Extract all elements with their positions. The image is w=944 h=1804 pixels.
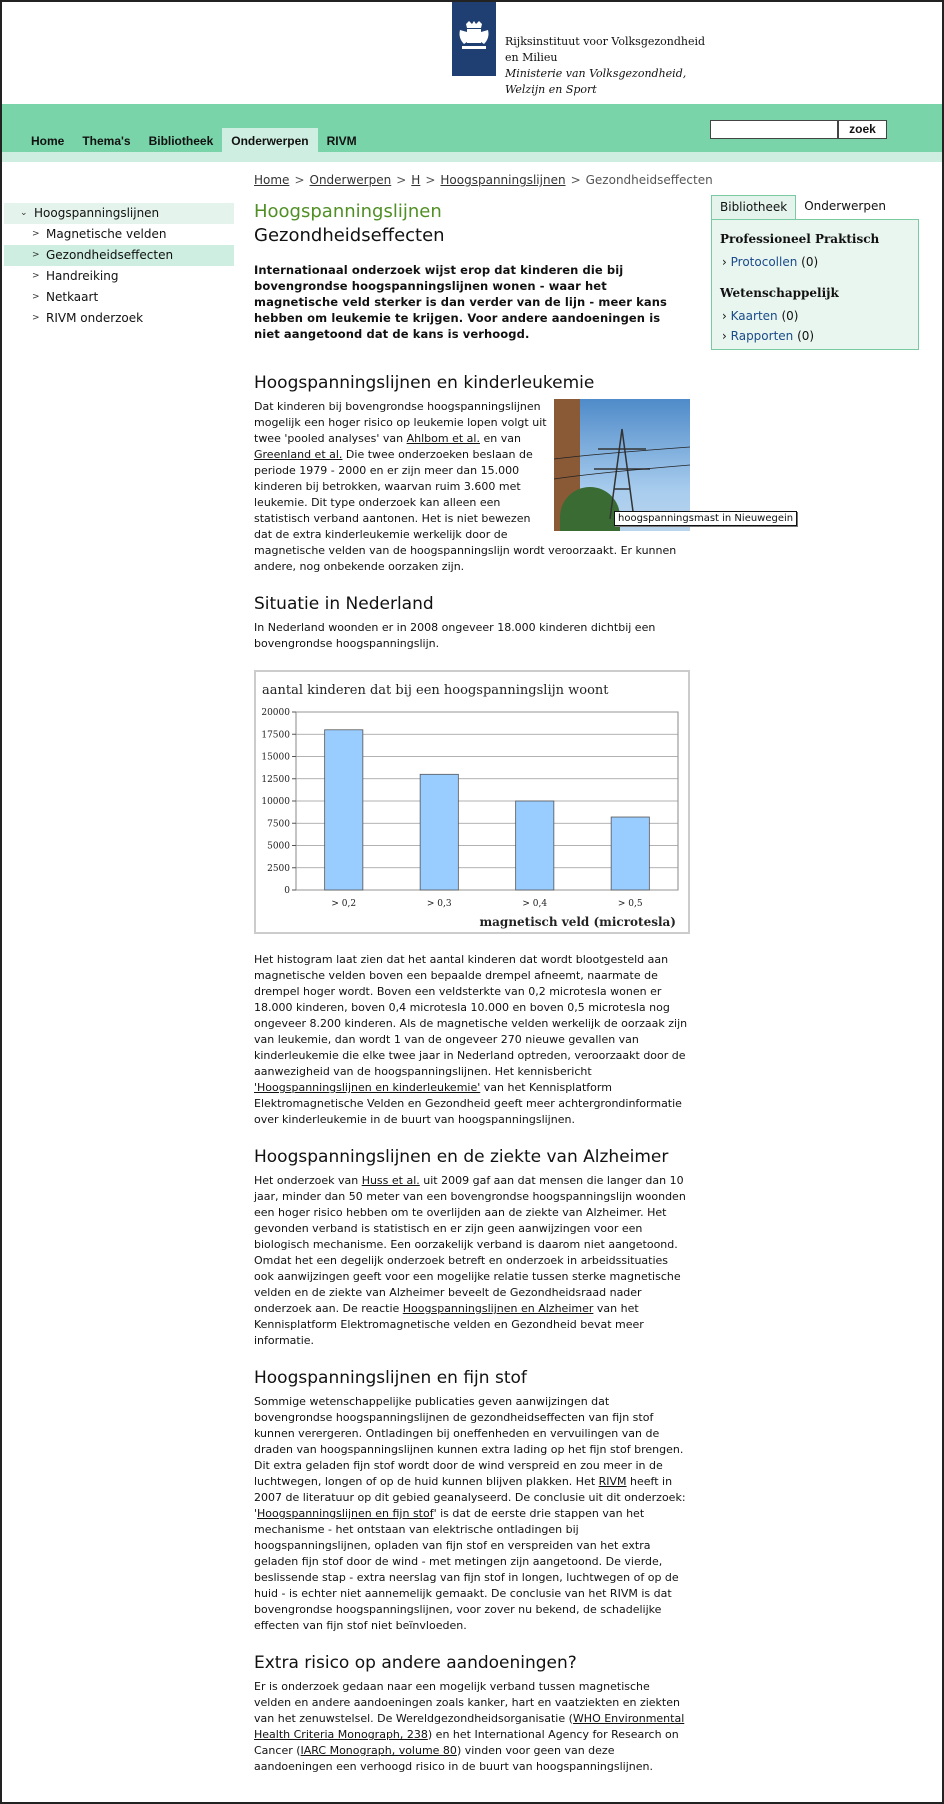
chart-y-tick-label: 5000 — [267, 841, 290, 852]
leftnav-item-hoogspanningslijnen[interactable] — [4, 203, 234, 224]
chart-bar — [611, 817, 649, 890]
text-run: Die twee onderzoeken beslaan de periode 1979 - 2000 en er zijn meer dan 15.000 kinderen bij betrokken, waarvan ruim 3.600 met leukemie. Dit type onderzoek kan alleen een statistisch verband aantonen. Het is niet bewezen dat de extra kinderleukemie werkelijk door de magnetische velden van de hoogspanningslijn wordt veroorzaakt. Er kunnen andere, nog onbekende oorzaken zijn. — [254, 448, 677, 573]
leftnav-item-magnetische-velden[interactable] — [4, 224, 234, 245]
chart-bar — [325, 730, 363, 890]
page-subtitle: Gezondheidseffecten — [254, 225, 445, 246]
leftnav-label: Netkaart — [46, 290, 99, 304]
chart-y-tick-label: 2500 — [267, 863, 290, 874]
text-run: Sommige wetenschappelijke publicaties geven aanwijzingen dat bovengrondse hoogspanningslijnen de gezondheidseffecten van fijn stof kunnen verergeren. Ontladingen bij oneffenheden en vervuilingen van de draden van hoogspanningslijnen kunnen extra lading op het fijn stof brengen. Dit extra geladen fijn stof wordt door de wind verspreid en zou meer in de luchtwegen, longen of op de huid kunnen blijven plakken. Het — [254, 1395, 684, 1488]
leftnav-label: Hoogspanningslijnen — [34, 206, 160, 220]
tab-onderwerpen[interactable]: Onderwerpen — [222, 128, 317, 152]
sidebar-link-count: (0) — [781, 309, 799, 323]
link-greenland[interactable]: Greenland et al. — [254, 448, 343, 461]
chart-y-tick-label: 15000 — [261, 752, 290, 763]
section-title-fijn-stof: Hoogspanningslijnen en fijn stof — [254, 1368, 527, 1388]
left-navigation — [4, 203, 234, 329]
sidebar-group-title: Professioneel Praktisch — [720, 232, 880, 246]
link-huss[interactable]: Huss et al. — [361, 1174, 420, 1187]
text-run: Het histogram laat zien dat het aantal kinderen dat wordt blootgesteld aan magnetische velden boven een bepaalde drempel afneemt, naarmate de drempel hoger wordt. Boven een veldsterkte van 0,2 microtesla wonen er 18.000 kinderen, boven 0,4 microtesla 10.000 en boven 0,5 microtesla nog ongeveer 8.200 kinderen. Als de magnetische velden werkelijk de oorzaak zijn van leukemie, dan wordt 1 van de ongeveer 270 nieuwe gevallen van kinderleukemie die elke twee jaar in Nederland optreden, veroorzaakt door de aanwezigheid van de hoogspanningslijnen. Het kennisbericht — [254, 953, 688, 1078]
chevron-down-icon: ⌄ — [20, 208, 28, 218]
chevron-right-icon: › — [722, 329, 727, 343]
ministry-line1: Ministerie van Volksgezondheid, — [505, 67, 687, 80]
breadcrumb-hoogspanningslijnen[interactable]: Hoogspanningslijnen — [440, 173, 566, 187]
search-input[interactable] — [710, 120, 838, 139]
org-name-line1: Rijksinstituut voor Volksgezondheid — [505, 35, 706, 48]
chart-y-tick-label: 7500 — [267, 819, 290, 830]
sidebar-link-count: (0) — [797, 329, 815, 343]
tab-home[interactable]: Home — [31, 134, 65, 148]
breadcrumb-current: Gezondheidseffecten — [585, 173, 713, 187]
chart-bar — [420, 774, 458, 890]
chevron-right-icon: › — [722, 255, 727, 269]
text-run: Er is onderzoek gedaan naar een mogelijk verband tussen magnetische velden en andere aandoeningen zoals kanker, hart en vaatziekten en ziekten van het zenuwstelsel. De Wereldgezondheidsorganisatie ( — [254, 1680, 680, 1725]
chevron-right-icon: > — [32, 292, 40, 302]
chevron-right-icon: › — [722, 309, 727, 323]
chart-x-tick-label: > 0,2 — [331, 899, 357, 909]
breadcrumb — [254, 173, 713, 187]
text-run: ) vinden voor geen van deze aandoeningen een verhoogd risico in de buurt van hoogspanningslijnen. — [254, 1744, 653, 1773]
chevron-right-icon: > — [32, 229, 40, 239]
sidebar-link-kaarten[interactable]: Kaarten — [730, 309, 778, 323]
search-button[interactable]: zoek — [838, 120, 887, 139]
text-run: ) en het International Agency for Research on Cancer ( — [254, 1728, 679, 1757]
intro-text: Internationaal onderzoek wijst erop dat kinderen die bij bovengrondse hoogspanningslijnen wonen - waar het magnetische veld sterker is dan verder van de lijn - meer kans hebben om leukemie te krijgen. Voor andere aandoeningen is niet aangetoond dat de kans is verhoogd. — [254, 263, 667, 341]
leftnav-label: Handreiking — [46, 269, 119, 283]
chevron-right-icon: > — [32, 313, 40, 323]
logo-text — [505, 34, 765, 98]
breadcrumb-separator-icon: > — [294, 173, 305, 187]
org-name-line2: en Milieu — [505, 51, 558, 64]
sidebar-link-row — [720, 306, 910, 326]
breadcrumb-h[interactable]: H — [411, 173, 421, 187]
chevron-right-icon: > — [32, 250, 40, 260]
chart-y-tick-label: 12500 — [261, 774, 290, 785]
text-run: en van — [479, 432, 521, 445]
chart-x-tick-label: > 0,4 — [522, 899, 548, 909]
sidebar-group-title: Wetenschappelijk — [720, 286, 839, 300]
page-title: Hoogspanningslijnen — [254, 201, 442, 222]
tab-rivm[interactable]: RIVM — [326, 134, 357, 148]
bar-chart — [254, 670, 690, 934]
leftnav-item-handreiking[interactable] — [4, 266, 234, 287]
link-iarc-monograph[interactable]: IARC Monograph, volume 80 — [300, 1744, 457, 1757]
navbar-subbar — [2, 152, 942, 162]
section-text — [254, 952, 690, 1128]
main-navbar — [2, 104, 942, 152]
sidebar-link-row — [720, 326, 910, 346]
photo-hoogspanningsmast[interactable] — [554, 399, 794, 531]
breadcrumb-onderwerpen[interactable]: Onderwerpen — [309, 173, 392, 187]
section-text — [254, 1394, 690, 1634]
leftnav-item-rivm-onderzoek[interactable] — [4, 308, 234, 329]
sidebar-link-rapporten[interactable]: Rapporten — [730, 329, 794, 343]
chart-y-tick-label: 20000 — [261, 708, 290, 718]
photo-tooltip: hoogspanningsmast in Nieuwegein — [614, 511, 797, 526]
section-title-kinderleukemie: Hoogspanningslijnen en kinderleukemie — [254, 373, 595, 393]
chevron-right-icon: > — [32, 271, 40, 281]
sidebar-tab-onderwerpen[interactable]: Onderwerpen — [804, 199, 886, 213]
chart-y-tick-label: 17500 — [261, 730, 290, 741]
text-run: van het Kennisplatform Elektromagnetische Velden en Gezondheid geeft meer achtergrondinformatie over kinderleukemie in de buurt van hoogspanningslijnen. — [254, 1081, 682, 1126]
link-who-monograph[interactable]: WHO Environmental Health Criteria Monograph, 238 — [254, 1712, 685, 1741]
breadcrumb-home[interactable]: Home — [254, 173, 290, 187]
text-run: Dat kinderen bij bovengrondse hoogspanningslijnen mogelijk een hoger risico op leukemie lopen volgt uit twee 'pooled analyses' van — [254, 400, 547, 445]
section-title-extra-risico: Extra risico op andere aandoeningen? — [254, 1653, 577, 1673]
section-title-situatie: Situatie in Nederland — [254, 594, 434, 614]
chart-title: aantal kinderen dat bij een hoogspanningslijn woont — [262, 683, 609, 698]
sidebar-tabs — [711, 195, 894, 219]
breadcrumb-separator-icon: > — [570, 173, 581, 187]
link-kennisbericht-kinderleukemie[interactable]: 'Hoogspanningslijnen en kinderleukemie' — [254, 1081, 481, 1094]
leftnav-label: Magnetische velden — [46, 227, 167, 241]
text-run: heeft in 2007 de literatuur op dit gebied geanalyseerd. De conclusie uit dit onderzoek: ' — [254, 1475, 686, 1520]
sidebar-link-protocollen[interactable]: Protocollen — [730, 255, 798, 269]
leftnav-label: Gezondheidseffecten — [46, 248, 174, 262]
leftnav-item-netkaart[interactable] — [4, 287, 234, 308]
sidebar-link-row — [720, 252, 910, 272]
chart-x-tick-label: > 0,3 — [426, 899, 452, 909]
text-run: ' is dat de eerste drie stappen van het mechanisme - het ontstaan van elektrische ontladingen bij hoogspanningslijnen, opladen van fijn stof en verspreiden van het extra geladen fijn stof door de wind - met metingen zijn aangetoond. De vierde, beslissende stap - extra neerslag van fijn stof in longen, luchtwegen of op de huid - is echter niet aannemelijk gemaakt. De conclusie van het RIVM is dat bovengrondse hoogspanningslijnen, voor zover nu bekend, de schadelijke effecten van fijn stof niet beïnvloeden. — [254, 1507, 679, 1632]
sidebar-link-count: (0) — [801, 255, 819, 269]
sidebar-tab-bibliotheek[interactable]: Bibliotheek — [711, 195, 796, 219]
link-alzheimer-reactie[interactable]: Hoogspanningslijnen en Alzheimer — [402, 1302, 594, 1315]
section-text — [254, 1679, 690, 1775]
crown-emblem-icon — [456, 20, 492, 54]
sidebar-box — [711, 219, 919, 350]
link-ahlbom[interactable]: Ahlbom et al. — [406, 432, 480, 445]
leftnav-item-gezondheidseffecten[interactable] — [4, 245, 234, 266]
section-text — [254, 1173, 690, 1349]
section-kinderleukemie — [254, 399, 794, 575]
leftnav-label: RIVM onderzoek — [46, 311, 144, 325]
logo-emblem — [452, 2, 496, 76]
chart-x-axis-label: magnetisch veld (microtesla) — [479, 915, 676, 929]
chart-y-tick-label: 0 — [284, 886, 290, 896]
ministry-line2: Welzijn en Sport — [505, 83, 597, 96]
text-run: Het onderzoek van — [254, 1174, 362, 1187]
chart-bar — [516, 801, 554, 890]
bar-chart-svg — [256, 672, 688, 932]
tab-bibliotheek[interactable]: Bibliotheek — [148, 134, 214, 148]
text-run: uit 2009 gaf aan dat mensen die langer dan 10 jaar, minder dan 50 meter van een bovengrondse hoogspanningslijn woonden een hoger risico hebben om te overlijden aan de ziekte van Alzheimer. Het gevonden verband is statistisch en er zijn geen aanwijzingen voor een biologisch mechanisme. Een oorzakelijk verband is daarom niet aangetoond. Omdat het een degelijk onderzoek betreft en onderzoek in arbeidssituaties ook aanwijzingen geeft voor een mogelijke relatie tussen sterke magnetische velden en de ziekte van Alzheimer beveelt de Gezondheidsraad nader onderzoek aan. De reactie — [254, 1174, 686, 1315]
link-rivm[interactable]: RIVM — [598, 1475, 627, 1488]
chart-y-tick-label: 10000 — [261, 797, 290, 807]
section-title-alzheimer: Hoogspanningslijnen en de ziekte van Alzheimer — [254, 1147, 669, 1167]
tab-themas[interactable]: Thema's — [82, 134, 131, 148]
section-text: In Nederland woonden er in 2008 ongeveer 18.000 kinderen dichtbij een bovengrondse hoogspanningslijn. — [254, 621, 656, 650]
breadcrumb-separator-icon: > — [396, 173, 407, 187]
nav-tabs — [22, 128, 366, 152]
breadcrumb-separator-icon: > — [425, 173, 436, 187]
link-fijn-stof[interactable]: Hoogspanningslijnen en fijn stof — [257, 1507, 434, 1520]
text-run: van het Kennisplatform Elektromagnetische velden en Gezondheid bevat meer informatie. — [254, 1302, 644, 1347]
chart-x-tick-label: > 0,5 — [617, 899, 643, 909]
